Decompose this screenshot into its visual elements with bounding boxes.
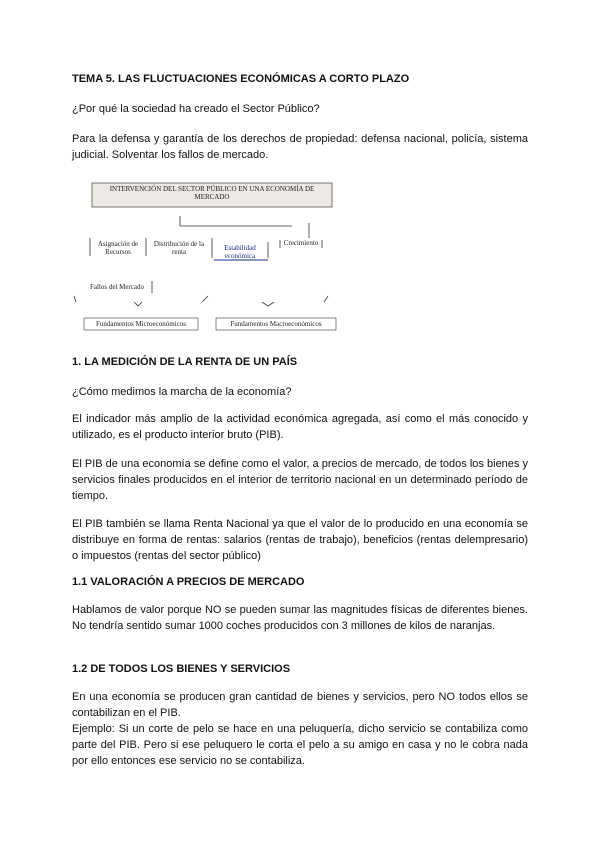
paragraph-defensa: Para la defensa y garantía de los derechos de propiedad: defensa nacional, policía, sistema judicial. Solventar los fallos de mercado. [72, 133, 528, 161]
section-1-heading: 1. LA MEDICIÓN DE LA RENTA DE UN PAÍS [72, 356, 298, 368]
section-1-2-paragraph-2: Ejemplo: Si un corte de pelo se hace en una peluquería, dicho servicio se contabiliza como parte del PIB. Pero si ese peluquero le corta el pelo a su amigo en casa y no le cobra nada por ello entonces ese servicio no se contabiliza. [72, 723, 528, 767]
fund-micro-label: Fundamentos Microeconómicos [95, 320, 186, 328]
section-1-1-heading: 1.1 VALORACIÓN A PRECIOS DE MERCADO [72, 576, 305, 588]
section-1-2-paragraph-1: En una economía se producen gran cantidad de bienes y servicios, pero NO todos ellos se contabilizan en el PIB. [72, 691, 528, 719]
section-1-paragraph-1: El indicador más amplio de la actividad económica agregada, así como el más conocido y utilizado, es el producto interior bruto (PIB). [72, 413, 528, 441]
box-estabilidad: Estabilidad económica [224, 244, 256, 260]
box-asignacion: Asignación de Recursos [97, 240, 139, 256]
box-distribucion: Distribución de la renta [153, 240, 205, 256]
section-1-2-heading: 1.2 DE TODOS LOS BIENES Y SERVICIOS [72, 663, 291, 675]
question-sector-publico: ¿Por qué la sociedad ha creado el Sector Público? [72, 103, 320, 115]
section-1-1-paragraph: Hablamos de valor porque NO se pueden sumar las magnitudes físicas de diferentes bienes. No tendría sentido sumar 1000 coches producidos con 3 millones de kilos de naranjas. [72, 604, 528, 632]
box-crecimiento: Crecimiento [283, 239, 319, 247]
section-1-question: ¿Cómo medimos la marcha de la economía? [72, 386, 292, 398]
section-1-paragraph-2: El PIB de una economía se define como el valor, a precios de mercado, de todos los bienes y servicios finales producidos en el interior de territorio nacional en un determinado período de tiempo. [72, 458, 528, 502]
header-label: INTERVENCIÓN DEL SECTOR PÚBLICO EN UNA ECONOMÍA DE MERCADO [109, 185, 315, 201]
page-title: TEMA 5. LAS FLUCTUACIONES ECONÓMICAS A CORTO PLAZO [72, 73, 410, 85]
fallos-mercado-label: Fallos del Mercado [89, 283, 145, 291]
fund-macro-label: Fundamentos Macroeconómicos [230, 320, 322, 328]
section-1-paragraph-3: El PIB también se llama Renta Nacional ya que el valor de lo producido en una economía se distribuye en forma de rentas: salarios (rentas de trabajo), beneficios (rentas delempresario) o impuestos (rentas del sector público) [72, 518, 528, 562]
diagram-intervencion [72, 178, 362, 338]
